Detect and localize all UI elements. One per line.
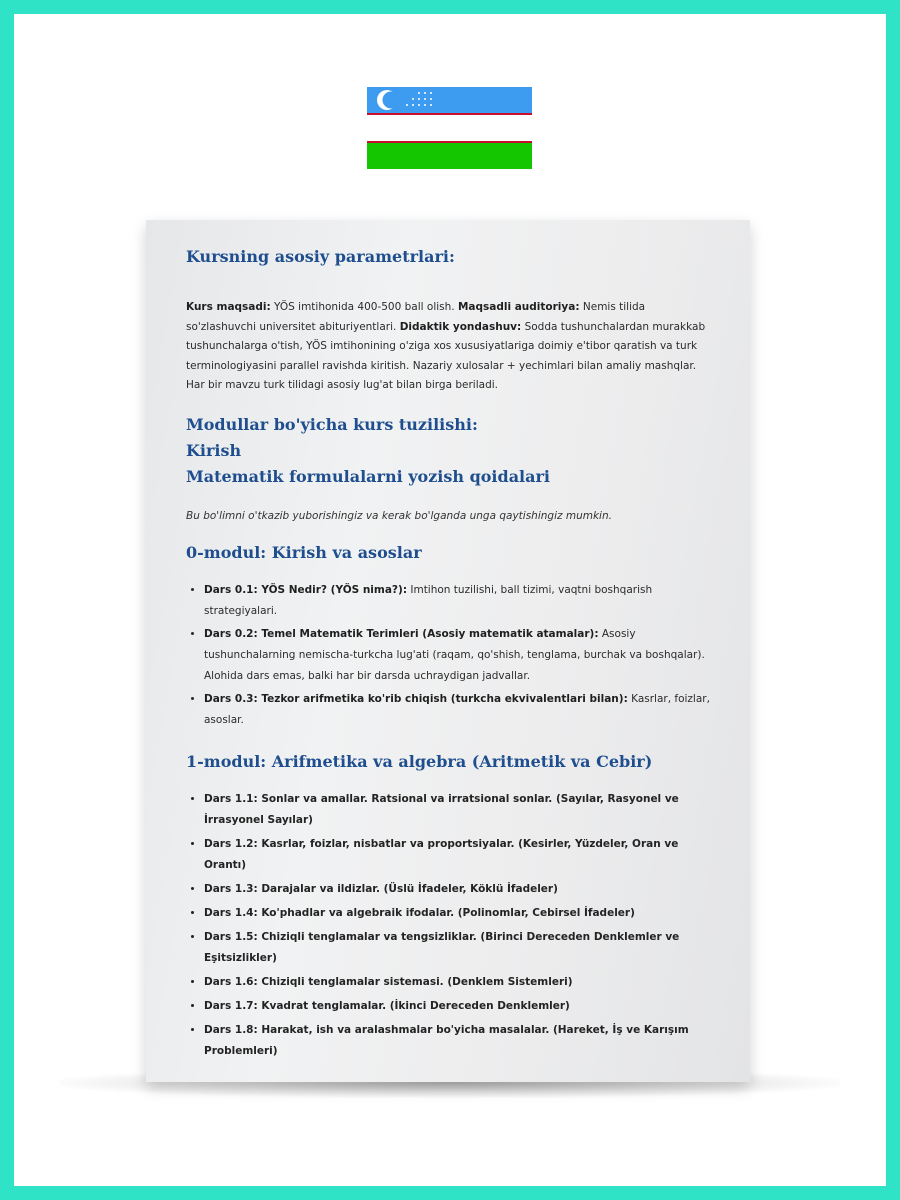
- params-heading: Kursning asosiy parametrlari:: [186, 247, 455, 266]
- list-item: [204, 624, 716, 687]
- skip-note: Bu bo'limni o'tkazib yuborishingiz va kerak bo'lganda unga qaytishingiz mumkin.: [186, 509, 612, 522]
- list-item: • Dars 1.2: Kasrlar, foizlar, nisbatlar va proportsiyalar. (Kesirler, Yüzdeler, Oran ve Orantı): [204, 834, 716, 876]
- document-page: [146, 220, 750, 1082]
- uzbekistan-flag: [367, 87, 532, 169]
- audience-label: Maqsadli auditoriya:: [457, 301, 580, 313]
- lesson-text: Asosiy tushunchalarning nemischa-turkcha lug'ati (raqam, qo'shish, tenglama, burchak va boshqalar). Alohida dars emas, balki har bir darsda uchraydigan jadvallar.: [204, 627, 705, 682]
- lesson-label: Dars 0.3: Tezkor arifmetika ko'rib chiqish (turkcha ekvivalentlari bilan):: [204, 692, 628, 705]
- goal-text: YÖS imtihonida 400-500 ball olish.: [270, 301, 458, 313]
- module1-lessons: [186, 789, 716, 1062]
- lesson-text: Imtihon tuzilishi, ball tizimi, vaqtni boshqarish strategiyalari.: [204, 583, 653, 617]
- lesson-label: Dars 0.1: YÖS Nedir? (YÖS nima?):: [204, 583, 408, 596]
- params-paragraph: [186, 298, 716, 396]
- module0-lessons: [186, 580, 716, 731]
- list-item: [204, 580, 716, 622]
- approach-text: Sodda tushunchalardan murakkab tushunchalarga o'tish, YÖS imtihonining o'ziga xos xususiyatlariga doimiy e'tibor qaratish va turk terminologiyasini parallel ravishda kiritish. Nazariy xulosalar + yechimlari bilan amaliy mashqlar. Har bir mavzu turk tilidagi asosiy lug'at bilan birga beriladi.: [186, 320, 706, 391]
- list-item: [204, 689, 716, 731]
- module1-heading: 1-modul: Arifmetika va algebra (Aritmetik va Cebir): [186, 751, 653, 771]
- lesson-label: Dars 0.2: Temel Matematik Terimleri (Asosiy matematik atamalar):: [204, 627, 599, 640]
- intro-heading: Kirish: [186, 440, 242, 460]
- list-item: • Dars 1.7: Kvadrat tenglamalar. (İkinci Dereceden Denklemler): [204, 996, 716, 1017]
- formula-heading: Matematik formulalarni yozish qoidalari: [186, 466, 551, 486]
- goal-label: Kurs maqsadi:: [186, 301, 271, 313]
- list-item: • Dars 1.1: Sonlar va amallar. Ratsional va irratsional sonlar. (Sayılar, Rasyonel ve İrrasyonel Sayılar): [204, 789, 716, 831]
- list-item: • Dars 1.3: Darajalar va ildizlar. (Üslü İfadeler, Köklü İfadeler): [204, 879, 716, 900]
- crescent-stars-icon: [367, 87, 532, 113]
- structure-heading: Modullar bo'yicha kurs tuzilishi:: [186, 414, 478, 434]
- approach-label: Didaktik yondashuv:: [399, 320, 522, 333]
- audience-text: Nemis tilida so'zlashuvchi universitet abituriyentlari.: [186, 301, 646, 333]
- list-item: • Dars 1.4: Ko'phadlar va algebraik ifodalar. (Polinomlar, Cebirsel İfadeler): [204, 903, 716, 924]
- list-item: • Dars 1.5: Chiziqli tenglamalar va tengsizliklar. (Birinci Dereceden Denklemler ve Eşitsizlikler): [204, 927, 716, 969]
- list-item: • Dars 1.6: Chiziqli tenglamalar sistemasi. (Denklem Sistemleri): [204, 972, 716, 993]
- lesson-text: Kasrlar, foizlar, asoslar.: [204, 692, 710, 726]
- list-item: • Dars 1.8: Harakat, ish va aralashmalar bo'yicha masalalar. (Hareket, İş ve Karışım Problemleri): [204, 1020, 716, 1062]
- structure-headings: [186, 412, 716, 490]
- module0-heading: 0-modul: Kirish va asoslar: [186, 542, 422, 562]
